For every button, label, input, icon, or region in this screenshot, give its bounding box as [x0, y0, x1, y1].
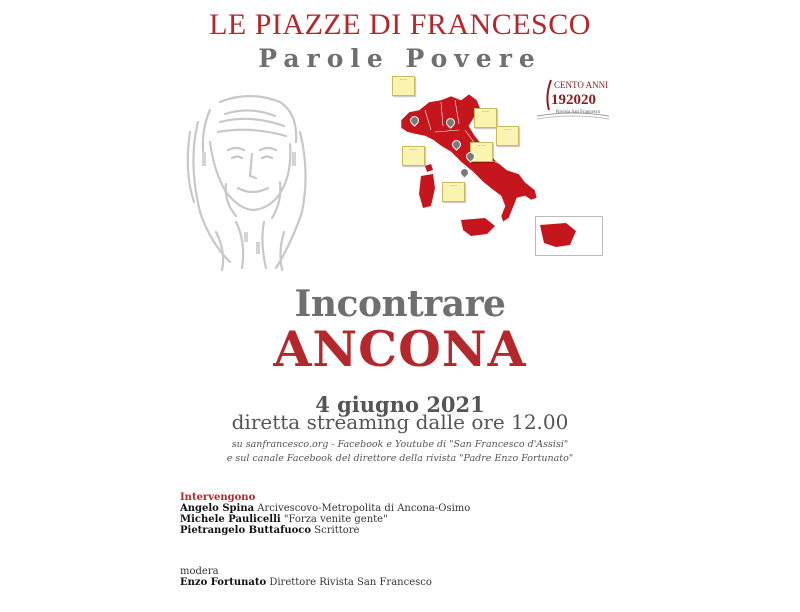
moderator-label: modera	[180, 566, 219, 577]
channels-info-line-1: su sanfrancesco.org - Facebook e Youtube di "San Francesco d'Assisi"	[231, 439, 569, 450]
streaming-info: diretta streaming dalle ore 12.00	[231, 410, 569, 434]
channels-info-line-2: e sul canale Facebook del direttore della rivista "Padre Enzo Fortunato"	[226, 453, 574, 464]
logo-top-text: CENTO ANNI	[554, 80, 609, 90]
speaker-name: Angelo Spina	[180, 503, 255, 514]
speakers-title: Intervengono	[180, 492, 256, 503]
moderator-role: Direttore Rivista San Francesco	[269, 577, 432, 588]
map-note: ~~~	[496, 126, 519, 146]
map-note: ~~~	[442, 182, 465, 202]
logo-sub-text: Rivista San Francesco	[556, 110, 601, 115]
map-note: ~~~	[402, 146, 425, 166]
event-subtitle: Parole Povere	[258, 44, 542, 73]
speaker-role: "Forza venite gente"	[283, 514, 388, 525]
event-series-title: LE PIAZZE DI FRANCESCO	[209, 8, 591, 41]
speaker-item	[180, 525, 470, 536]
event-heading: Incontrare	[294, 283, 506, 325]
speaker-name: Michele Paulicelli	[180, 514, 281, 525]
map-note: ~~~	[470, 142, 493, 162]
speakers-section	[180, 492, 470, 536]
speaker-item	[180, 503, 470, 514]
speaker-role: Scrittore	[314, 525, 360, 536]
moderator-item	[180, 577, 432, 588]
speaker-name: Pietrangelo Buttafuoco	[180, 525, 312, 536]
event-date: 4 giugno 2021	[315, 392, 485, 417]
speaker-item	[180, 514, 470, 525]
moderator-name: Enzo Fortunato	[180, 577, 267, 588]
saint-francis-portrait	[180, 92, 320, 272]
map-note: ~~~	[474, 108, 497, 128]
map-inset	[535, 216, 603, 256]
map-note: ~~~	[392, 76, 415, 96]
event-city: ANCONA	[273, 320, 527, 378]
moderator-section	[180, 566, 432, 588]
speaker-role: Arcivescovo-Metropolita di Ancona-Osimo	[257, 503, 471, 514]
logo-year: 192020	[551, 92, 596, 108]
